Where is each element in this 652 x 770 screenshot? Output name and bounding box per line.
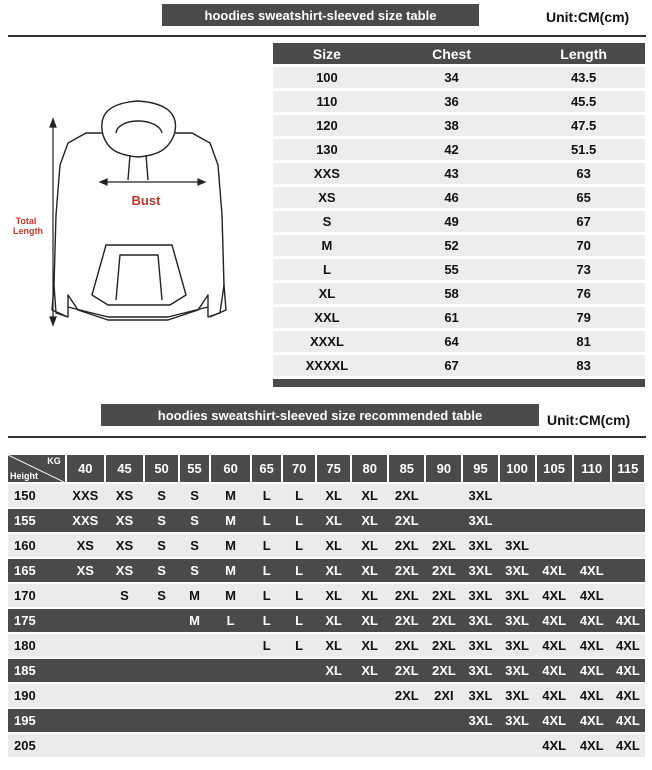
size-recommendation: 3XL <box>462 608 498 633</box>
size-recommendation <box>611 483 645 508</box>
size-recommendation: L <box>282 583 316 608</box>
hoodie-illustration <box>8 95 258 335</box>
size-recommendation: XL <box>351 608 388 633</box>
size-recommendation <box>210 733 251 757</box>
size-recommendation <box>573 508 611 533</box>
size-recommendation: 4XL <box>573 558 611 583</box>
size-recommendation: S <box>179 483 210 508</box>
size-table-footer <box>273 378 645 388</box>
weight-header: 100 <box>499 455 536 483</box>
size-recommendation: XL <box>351 508 388 533</box>
size-recommendation: 4XL <box>536 608 573 633</box>
size-cell-length: 76 <box>522 282 645 306</box>
weight-header: 115 <box>611 455 645 483</box>
bust-label: Bust <box>131 193 161 208</box>
corner-kg-label: KG <box>47 456 61 466</box>
size-recommendation: S <box>179 533 210 558</box>
size-recommendation: XS <box>105 508 144 533</box>
size-recommendation: 3XL <box>462 683 498 708</box>
size-cell-size: XXL <box>273 306 381 330</box>
size-recommendation <box>210 658 251 683</box>
height-cell: 170 <box>8 583 66 608</box>
size-recommendation: M <box>210 508 251 533</box>
size-cell-size: 110 <box>273 90 381 114</box>
size-row <box>273 138 645 162</box>
size-recommendation: 4XL <box>536 733 573 757</box>
header-length: Length <box>522 43 645 66</box>
size-recommendation <box>179 658 210 683</box>
length-label-2: Length <box>13 226 43 236</box>
size-recommendation: 3XL <box>499 683 536 708</box>
size-recommendation <box>144 658 179 683</box>
size-cell-length: 43.5 <box>522 66 645 90</box>
size-recommendation: XXS <box>66 483 105 508</box>
size-recommendation: 3XL <box>462 533 498 558</box>
size-recommendation: XS <box>105 533 144 558</box>
weight-header: 95 <box>462 455 498 483</box>
size-recommendation: 2XL <box>425 633 462 658</box>
rec-row <box>8 533 645 558</box>
size-cell-length: 65 <box>522 186 645 210</box>
size-recommendation <box>251 733 282 757</box>
size-recommendation <box>462 733 498 757</box>
size-recommendation <box>210 708 251 733</box>
size-recommendation: XL <box>351 558 388 583</box>
size-recommendation: 3XL <box>499 583 536 608</box>
size-recommendation: 4XL <box>611 683 645 708</box>
weight-header: 65 <box>251 455 282 483</box>
size-recommendation <box>611 508 645 533</box>
size-recommendation <box>611 533 645 558</box>
size-recommendation <box>536 533 573 558</box>
size-recommendation: 4XL <box>573 583 611 608</box>
rec-row <box>8 608 645 633</box>
size-recommendation <box>425 508 462 533</box>
size-recommendation <box>66 683 105 708</box>
size-recommendation <box>351 683 388 708</box>
rec-row <box>8 733 645 757</box>
size-recommendation <box>179 683 210 708</box>
size-recommendation: 2XL <box>425 608 462 633</box>
size-cell-length: 67 <box>522 210 645 234</box>
size-cell-length: 70 <box>522 234 645 258</box>
size-recommendation: 2XL <box>425 533 462 558</box>
size-recommendation: S <box>179 558 210 583</box>
size-recommendation <box>425 733 462 757</box>
size-recommendation: 4XL <box>573 608 611 633</box>
size-recommendation: 3XL <box>462 508 498 533</box>
rec-table-banner: hoodies sweatshirt-sleeved size recommended table <box>101 404 539 426</box>
size-recommendation <box>144 708 179 733</box>
rec-row <box>8 508 645 533</box>
size-cell-size: M <box>273 234 381 258</box>
size-recommendation: 3XL <box>499 533 536 558</box>
size-recommendation: XL <box>351 583 388 608</box>
size-row <box>273 306 645 330</box>
size-recommendation <box>179 633 210 658</box>
height-cell: 160 <box>8 533 66 558</box>
size-recommendation: S <box>179 508 210 533</box>
size-recommendation: XL <box>351 633 388 658</box>
hoodie-hood <box>102 101 176 157</box>
weight-header: 45 <box>105 455 144 483</box>
size-recommendation <box>144 608 179 633</box>
size-cell-size: 120 <box>273 114 381 138</box>
size-recommendation: 3XL <box>462 558 498 583</box>
size-cell-length: 83 <box>522 354 645 378</box>
size-row <box>273 186 645 210</box>
size-row <box>273 330 645 354</box>
size-recommendation: XL <box>351 483 388 508</box>
size-recommendation <box>251 683 282 708</box>
top-divider <box>8 35 646 37</box>
size-recommendation: 4XL <box>573 733 611 757</box>
size-recommendation <box>611 583 645 608</box>
size-recommendation <box>611 558 645 583</box>
size-recommendation <box>210 633 251 658</box>
size-recommendation: XL <box>316 483 351 508</box>
size-recommendation: 4XL <box>536 683 573 708</box>
size-recommendation: S <box>144 583 179 608</box>
size-recommendation: S <box>144 483 179 508</box>
size-recommendation: L <box>251 583 282 608</box>
size-recommendation <box>144 633 179 658</box>
size-table-header <box>273 43 645 66</box>
size-recommendation <box>105 683 144 708</box>
size-recommendation: M <box>210 533 251 558</box>
size-recommendation <box>351 733 388 757</box>
bottom-divider <box>8 436 646 438</box>
weight-header: 60 <box>210 455 251 483</box>
size-recommendation: 3XL <box>499 633 536 658</box>
size-recommendation <box>282 658 316 683</box>
size-recommendation: 4XL <box>611 708 645 733</box>
size-recommendation: XS <box>66 533 105 558</box>
size-recommendation: 2XL <box>388 633 425 658</box>
size-recommendation: 3XL <box>462 583 498 608</box>
weight-header: 90 <box>425 455 462 483</box>
size-recommendation: 2XL <box>425 658 462 683</box>
hoodie-pocket <box>92 245 186 305</box>
size-row <box>273 66 645 90</box>
size-row <box>273 234 645 258</box>
size-recommendation: XXS <box>66 508 105 533</box>
size-recommendation: 3XL <box>462 708 498 733</box>
size-recommendation: XL <box>316 558 351 583</box>
size-recommendation: 4XL <box>573 683 611 708</box>
size-recommendation: M <box>210 583 251 608</box>
size-recommendation: M <box>210 558 251 583</box>
size-recommendation: S <box>144 508 179 533</box>
size-recommendation: 2XL <box>388 483 425 508</box>
size-cell-length: 51.5 <box>522 138 645 162</box>
size-cell-chest: 36 <box>381 90 522 114</box>
size-recommendation <box>105 708 144 733</box>
size-recommendation <box>388 733 425 757</box>
size-recommendation: L <box>210 608 251 633</box>
size-recommendation: L <box>282 533 316 558</box>
size-recommendation: M <box>210 483 251 508</box>
size-recommendation: L <box>251 533 282 558</box>
rec-row <box>8 683 645 708</box>
length-label-1: Total <box>15 216 37 226</box>
size-cell-size: XXS <box>273 162 381 186</box>
size-recommendation <box>499 508 536 533</box>
size-recommendation: 4XL <box>536 583 573 608</box>
size-recommendation: M <box>179 608 210 633</box>
size-cell-chest: 46 <box>381 186 522 210</box>
size-row <box>273 210 645 234</box>
weight-header: 105 <box>536 455 573 483</box>
size-recommendation: 3XL <box>462 633 498 658</box>
size-recommendation: S <box>144 533 179 558</box>
size-cell-size: XS <box>273 186 381 210</box>
size-recommendation: XL <box>351 533 388 558</box>
header-chest: Chest <box>381 43 522 66</box>
size-recommendation: 2XL <box>388 508 425 533</box>
size-recommendation: 4XL <box>611 608 645 633</box>
size-recommendation <box>66 583 105 608</box>
size-recommendation: XL <box>316 633 351 658</box>
size-cell-size: 130 <box>273 138 381 162</box>
size-recommendation: L <box>282 558 316 583</box>
height-cell: 150 <box>8 483 66 508</box>
height-cell: 180 <box>8 633 66 658</box>
size-recommendation: 3XL <box>499 558 536 583</box>
size-recommendation <box>536 508 573 533</box>
size-recommendation: 4XL <box>573 633 611 658</box>
size-recommendation <box>105 633 144 658</box>
size-recommendation <box>105 733 144 757</box>
size-recommendation: XS <box>105 483 144 508</box>
size-recommendation <box>573 533 611 558</box>
weight-header: 110 <box>573 455 611 483</box>
size-cell-size: 100 <box>273 66 381 90</box>
size-recommendation: 4XL <box>536 633 573 658</box>
height-cell: 175 <box>8 608 66 633</box>
size-cell-chest: 43 <box>381 162 522 186</box>
size-recommendation: XL <box>316 583 351 608</box>
size-table-unit: Unit:CM(cm) <box>546 9 630 25</box>
size-recommendation <box>66 608 105 633</box>
size-recommendation: L <box>282 633 316 658</box>
size-recommendation <box>282 683 316 708</box>
size-cell-size: L <box>273 258 381 282</box>
size-recommendation: L <box>251 558 282 583</box>
size-recommendation: 4XL <box>573 658 611 683</box>
size-recommendation <box>316 708 351 733</box>
size-recommendation: L <box>282 508 316 533</box>
weight-header: 70 <box>282 455 316 483</box>
height-cell: 185 <box>8 658 66 683</box>
size-recommendation: L <box>251 508 282 533</box>
weight-header: 50 <box>144 455 179 483</box>
rec-row <box>8 633 645 658</box>
size-recommendation: 2XL <box>425 558 462 583</box>
height-cell: 165 <box>8 558 66 583</box>
size-recommendation <box>251 708 282 733</box>
size-cell-chest: 61 <box>381 306 522 330</box>
size-cell-length: 73 <box>522 258 645 282</box>
weight-header: 85 <box>388 455 425 483</box>
size-recommendation <box>425 708 462 733</box>
recommendation-table <box>8 455 646 757</box>
size-recommendation: XL <box>316 608 351 633</box>
size-cell-chest: 55 <box>381 258 522 282</box>
rec-row <box>8 583 645 608</box>
size-cell-chest: 67 <box>381 354 522 378</box>
size-recommendation: 2XL <box>388 583 425 608</box>
size-recommendation <box>282 733 316 757</box>
size-recommendation: XS <box>66 558 105 583</box>
size-recommendation: 2XL <box>388 683 425 708</box>
size-cell-chest: 58 <box>381 282 522 306</box>
size-cell-size: S <box>273 210 381 234</box>
corner-height-label: Height <box>10 471 38 481</box>
size-recommendation <box>251 658 282 683</box>
size-recommendation: 3XL <box>499 658 536 683</box>
size-recommendation: L <box>251 483 282 508</box>
size-row <box>273 90 645 114</box>
weight-header: 75 <box>316 455 351 483</box>
size-recommendation <box>425 483 462 508</box>
size-recommendation <box>105 608 144 633</box>
size-recommendation: 4XL <box>611 733 645 757</box>
size-recommendation: M <box>179 583 210 608</box>
size-recommendation <box>210 683 251 708</box>
size-recommendation: XL <box>351 658 388 683</box>
height-cell: 205 <box>8 733 66 757</box>
size-recommendation: 4XL <box>536 558 573 583</box>
size-recommendation <box>105 658 144 683</box>
size-recommendation: 2XL <box>388 558 425 583</box>
size-recommendation: XL <box>316 508 351 533</box>
size-recommendation <box>499 483 536 508</box>
size-cell-length: 81 <box>522 330 645 354</box>
size-recommendation: 4XL <box>536 658 573 683</box>
size-recommendation <box>573 483 611 508</box>
weight-header: 40 <box>66 455 105 483</box>
height-cell: 190 <box>8 683 66 708</box>
size-recommendation: L <box>282 483 316 508</box>
size-cell-chest: 42 <box>381 138 522 162</box>
size-recommendation: 3XL <box>462 483 498 508</box>
size-recommendation: XL <box>316 533 351 558</box>
size-recommendation: XS <box>105 558 144 583</box>
size-recommendation <box>536 483 573 508</box>
size-recommendation: 4XL <box>536 708 573 733</box>
rec-row <box>8 558 645 583</box>
rec-row <box>8 708 645 733</box>
size-recommendation <box>179 708 210 733</box>
size-row <box>273 114 645 138</box>
size-cell-length: 45.5 <box>522 90 645 114</box>
height-cell: 195 <box>8 708 66 733</box>
size-recommendation: 3XL <box>499 608 536 633</box>
size-recommendation: 2XL <box>388 608 425 633</box>
size-cell-length: 63 <box>522 162 645 186</box>
size-recommendation <box>499 733 536 757</box>
size-recommendation: 4XL <box>573 708 611 733</box>
size-recommendation <box>316 683 351 708</box>
size-recommendation: 3XL <box>499 708 536 733</box>
size-recommendation <box>66 708 105 733</box>
size-recommendation: 2XL <box>388 658 425 683</box>
size-recommendation <box>66 733 105 757</box>
size-recommendation <box>144 733 179 757</box>
size-cell-chest: 52 <box>381 234 522 258</box>
size-recommendation: 4XL <box>611 658 645 683</box>
size-table-banner: hoodies sweatshirt-sleeved size table <box>162 4 479 26</box>
size-cell-length: 79 <box>522 306 645 330</box>
size-recommendation: S <box>144 558 179 583</box>
height-cell: 155 <box>8 508 66 533</box>
size-cell-chest: 38 <box>381 114 522 138</box>
size-recommendation: L <box>251 608 282 633</box>
header-size: Size <box>273 43 381 66</box>
size-cell-size: XL <box>273 282 381 306</box>
size-recommendation: 2XL <box>388 533 425 558</box>
size-recommendation <box>388 708 425 733</box>
size-recommendation: 2XL <box>425 583 462 608</box>
size-recommendation: 4XL <box>611 633 645 658</box>
size-cell-chest: 64 <box>381 330 522 354</box>
size-recommendation: L <box>251 633 282 658</box>
size-table <box>273 43 645 387</box>
size-recommendation <box>179 733 210 757</box>
size-recommendation <box>282 708 316 733</box>
size-row <box>273 162 645 186</box>
weight-header: 55 <box>179 455 210 483</box>
table-corner <box>8 455 66 483</box>
rec-row <box>8 658 645 683</box>
size-row <box>273 354 645 378</box>
size-recommendation <box>66 658 105 683</box>
size-row <box>273 282 645 306</box>
size-recommendation: 3XL <box>462 658 498 683</box>
size-cell-length: 47.5 <box>522 114 645 138</box>
weight-header: 80 <box>351 455 388 483</box>
size-recommendation <box>144 683 179 708</box>
size-cell-chest: 49 <box>381 210 522 234</box>
size-cell-chest: 34 <box>381 66 522 90</box>
size-recommendation: 2XI <box>425 683 462 708</box>
size-recommendation <box>66 633 105 658</box>
size-cell-size: XXXXL <box>273 354 381 378</box>
size-row <box>273 258 645 282</box>
rec-row <box>8 483 645 508</box>
size-recommendation: S <box>105 583 144 608</box>
rec-table-unit: Unit:CM(cm) <box>547 412 631 428</box>
size-recommendation: L <box>282 608 316 633</box>
size-recommendation: XL <box>316 658 351 683</box>
rec-table-header <box>8 455 645 483</box>
size-recommendation <box>316 733 351 757</box>
size-cell-size: XXXL <box>273 330 381 354</box>
size-recommendation <box>351 708 388 733</box>
